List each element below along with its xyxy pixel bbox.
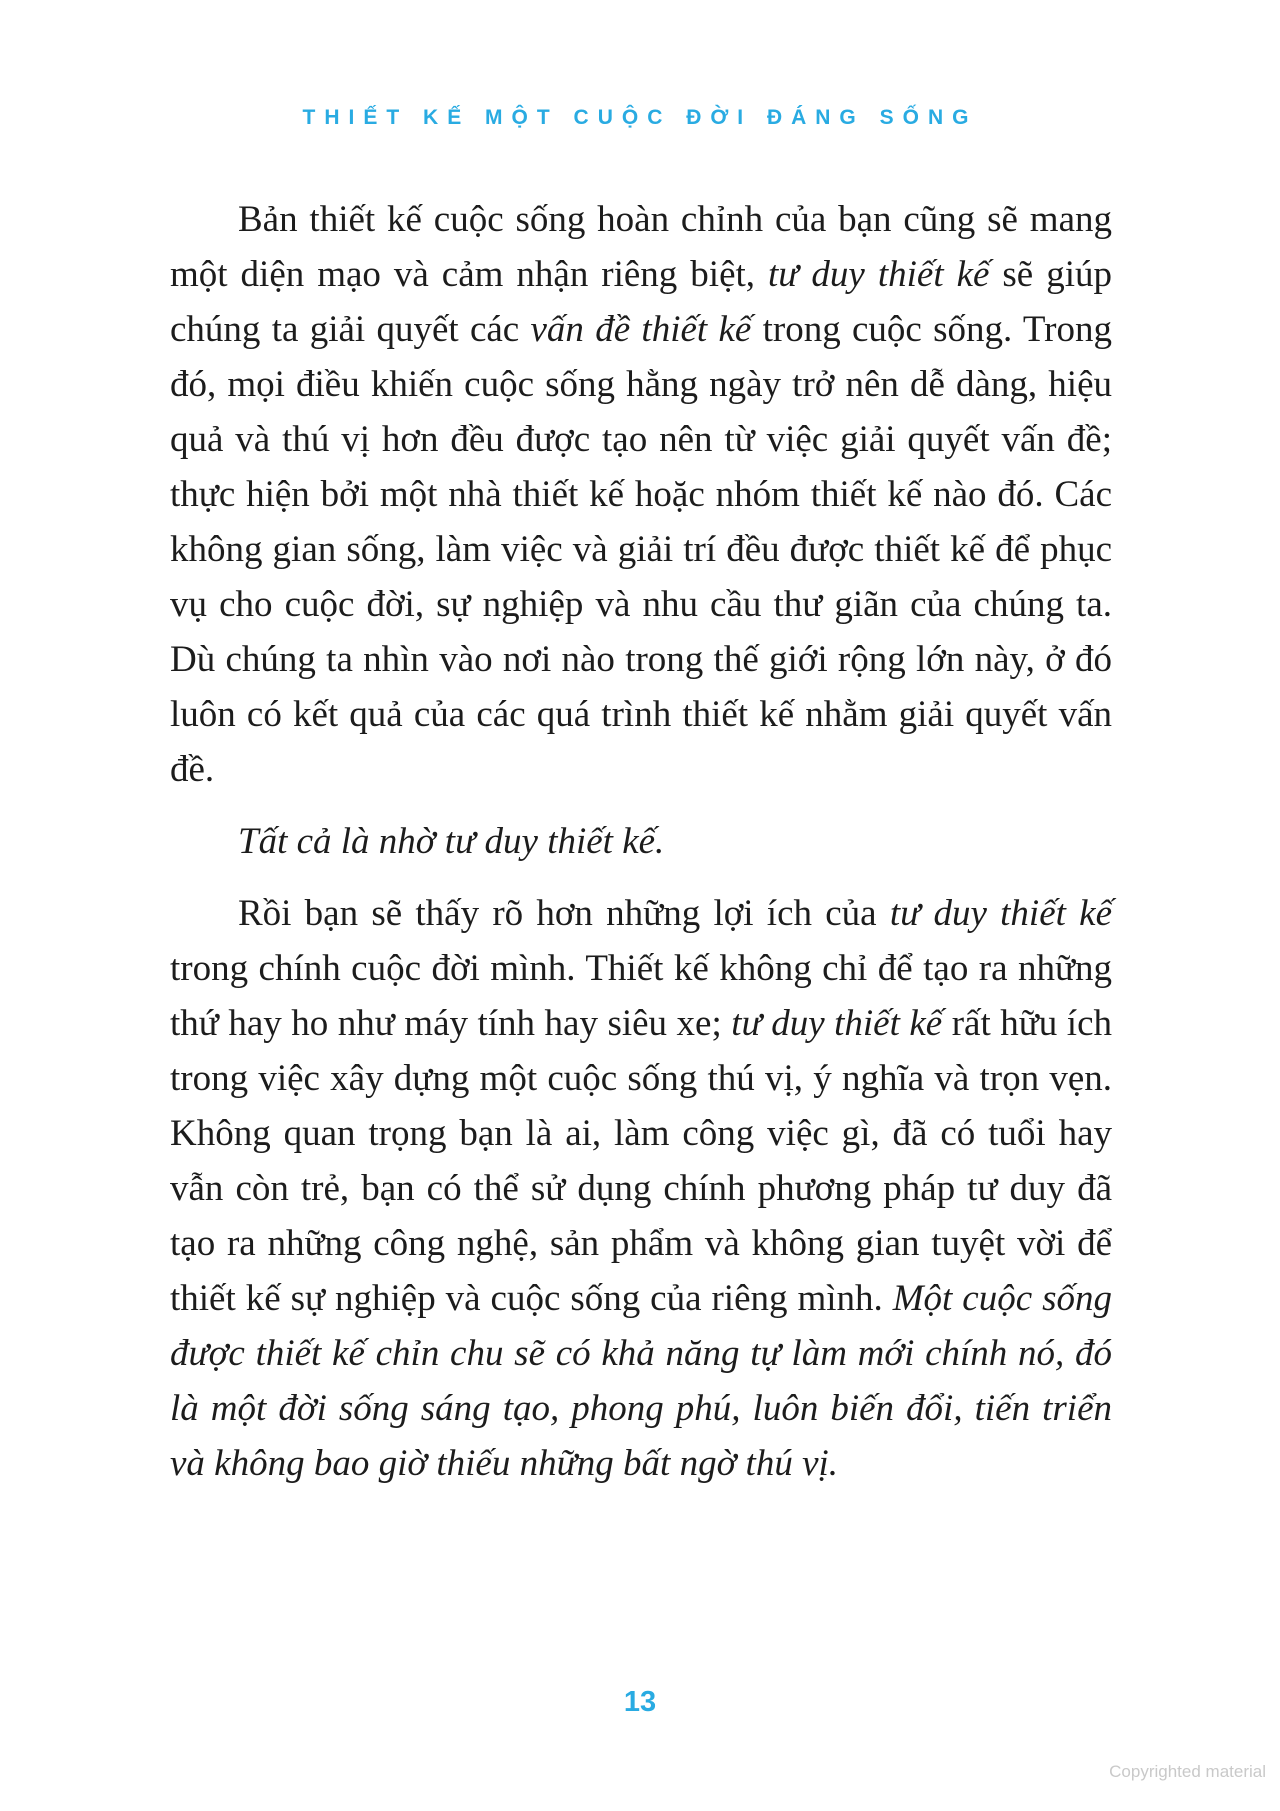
body-run: trong chính cuộc đời mình. Thiết kế không chỉ để tạo ra những thứ hay ho như máy tính hay siêu xe;	[170, 948, 1112, 1044]
emphasis-text: tư duy thiết kế	[768, 254, 990, 295]
page-number: 13	[623, 1686, 657, 1718]
emphasis-text: vấn đề thiết kế	[530, 309, 752, 350]
paragraph	[170, 192, 1112, 797]
emphasis-text: Tất cả là nhờ tư duy thiết kế.	[238, 821, 665, 862]
body-run: Rồi bạn sẽ thấy rõ hơn những lợi ích của	[238, 893, 890, 934]
emphasis-text: tư duy thiết kế	[731, 1003, 943, 1044]
body-run: rất hữu ích trong việc xây dựng một cuộc sống thú vị, ý nghĩa và trọn vẹn. Không quan trọng bạn là ai, làm công việc gì, đã có tuổi hay vẫn còn trẻ, bạn có thể sử dụng chính phương pháp tư duy đã tạo ra những công nghệ, sản phẩm và không gian tuyệt vời để thiết kế sự nghiệp và cuộc sống của riêng mình.	[170, 1003, 1112, 1319]
body-text	[170, 192, 1112, 1508]
copyright-notice: Copyrighted material	[1109, 1762, 1266, 1781]
running-header: THIẾT KẾ MỘT CUỘC ĐỜI ĐÁNG SỐNG	[302, 106, 978, 129]
paragraph	[170, 814, 1112, 869]
emphasis-text: tư duy thiết kế	[889, 893, 1112, 934]
body-run: sẽ giúp chúng ta giải quyết các	[170, 254, 1112, 350]
body-run: trong cuộc sống. Trong đó, mọi điều khiến cuộc sống hằng ngày trở nên dễ dàng, hiệu quả và thú vị hơn đều được tạo nên từ việc giải quyết vấn đề; thực hiện bởi một nhà thiết kế hoặc nhóm thiết kế nào đó. Các không gian sống, làm việc và giải trí đều được thiết kế để phục vụ cho cuộc đời, sự nghiệp và nhu cầu thư giãn của chúng ta. Dù chúng ta nhìn vào nơi nào trong thế giới rộng lớn này, ở đó luôn có kết quả của các quá trình thiết kế nhằm giải quyết vấn đề.	[170, 309, 1112, 790]
body-run: Bản thiết kế cuộc sống hoàn chỉnh của bạn cũng sẽ mang một diện mạo và cảm nhận riêng biệt,	[170, 199, 1112, 295]
emphasis-text: Một cuộc sống được thiết kế chỉn chu sẽ có khả năng tự làm mới chính nó, đó là một đời sống sáng tạo, phong phú, luôn biến đổi, tiến triển và không bao giờ thiếu những bất ngờ thú vị.	[170, 1278, 1112, 1484]
paragraph	[170, 886, 1112, 1491]
